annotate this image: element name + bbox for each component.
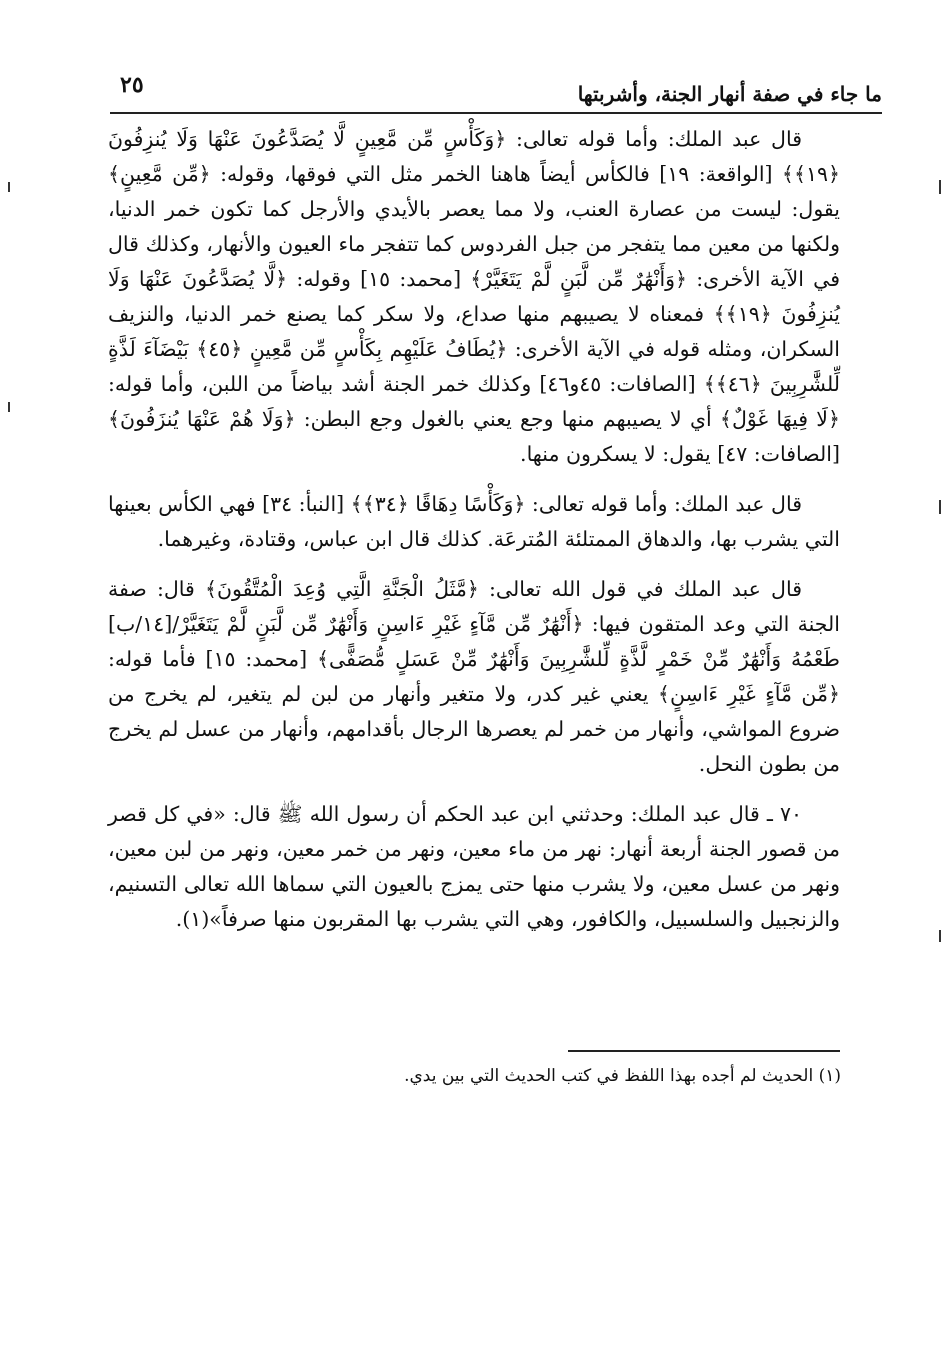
scan-edge-mark [939, 180, 941, 194]
page-header [110, 70, 882, 114]
scan-edge-mark [8, 402, 10, 412]
page-number: ٢٥ [120, 72, 144, 98]
paragraph-1: قال عبد الملك: وأما قوله تعالى: ﴿وَكَأْسٍ مِّن مَّعِينٍ لَّا يُصَدَّعُونَ عَنْهَا وَلَا يُنزِفُونَ ﴿١٩﴾﴾ [الواقعة: ١٩] فالكأس أيضاً هاهنا الخمر مثل التي فوقها، وقوله: ﴿مِّن مَّعِينٍ﴾ يقول: ليست من عصارة العنب، ولا مما يعصر بالأيدي والأرجل كما تكون خمر الدنيا، ولكنها من معين مما يتفجر من جبل الفردوس كما تتفجر ماء العيون والأنهار، وكذلك قال في الآية الأخرى: ﴿وَأَنْهَٰرٌ مِّن لَّبَنٍ لَّمْ يَتَغَيَّرْ﴾ [محمد: ١٥] وقوله: ﴿لَّا يُصَدَّعُونَ عَنْهَا وَلَا يُنزِفُونَ ﴿١٩﴾﴾ فمعناه لا يصيبهم منها صداع، ولا سكر كما يصنع خمر الدنيا، والنزيف السكران، ومثله قوله في الآية الأخرى: ﴿يُطَافُ عَلَيْهِم بِكَأْسٍ مِّن مَّعِينٍ ﴿٤٥﴾ بَيْضَآءَ لَذَّةٍ لِّلشَّٰرِبِينَ ﴿٤٦﴾﴾ [الصافات: ٤٥و٤٦] وكذلك خمر الجنة أشد بياضاً من اللبن، وأما قوله: ﴿لَا فِيهَا غَوْلٌ﴾ أي لا يصيبهم منها وجع يعني بالغول وجع البطن: ﴿وَلَا هُمْ عَنْهَا يُنزَفُونَ﴾ [الصافات: ٤٧] يقول: لا يسكرون منها. [108, 127, 841, 466]
scan-edge-mark [8, 182, 10, 192]
paragraph-3: قال عبد الملك في قول الله تعالى: ﴿مَّثَلُ الْجَنَّةِ الَّتِي وُعِدَ الْمُتَّقُونَ﴾ قال: صفة الجنة التي وعد المتقون فيها: ﴿أَنْهَٰرٌ مِّن مَّآءٍ غَيْرِ ءَاسِنٍ وَأَنْهَٰرٌ مِّن لَّبَنٍ لَّمْ يَتَغَيَّرْ/[١٤/ب] طَعْمُهُ وَأَنْهَٰرٌ مِّنْ خَمْرٍ لَّذَّةٍ لِّلشَّٰرِبِينَ وَأَنْهَٰرٌ مِّنْ عَسَلٍ مُّصَفًّى﴾ [محمد: ١٥] فأما قوله: ﴿مِّن مَّآءٍ غَيْرِ ءَاسِنٍ﴾ يعني غير كدر، ولا متغير وأنهار من لبن لم يتغير، لم يخرج من ضروع المواشي، وأنهار من خمر لم يعصرها الرجال بأقدامهم، وأنهار من عسل لم يخرج من بطون النحل. [108, 577, 840, 776]
paragraph-4: ٧٠ ـ قال عبد الملك: وحدثني ابن عبد الحكم أن رسول الله ﷺ قال: «في كل قصر من قصور الجنة أربعة أنهار: نهر من ماء معين، ونهر من خمر معين، ونهر من لبن معين، ونهر من عسل معين، ولا يشرب منها حتى يمزج بالعيون التي سماها الله تعالى التسنيم، والزنجبيل والسلسبيل، والكافور، وهي التي يشرب بها المقربون منها صرفاً»(١). [108, 802, 840, 931]
body-text [108, 122, 840, 952]
footnote: (١) الحديث لم أجده بهذا اللفظ في كتب الحديث التي بين يدي. [404, 1066, 841, 1086]
scan-edge-mark [939, 930, 941, 942]
scan-edge-mark [939, 500, 941, 514]
paragraph-2: قال عبد الملك: وأما قوله تعالى: ﴿وَكَأْسًا دِهَاقًا ﴿٣٤﴾﴾ [النبأ: ٣٤] فهي الكأس بعينها التي يشرب بها، والدهاق الممتلئة المُترعَة. كذلك قال ابن عباس، وقتادة، وغيرهما. [108, 492, 840, 551]
running-title: ما جاء في صفة أنهار الجنة، وأشربتها [577, 82, 882, 106]
footnote-separator [568, 1050, 840, 1052]
